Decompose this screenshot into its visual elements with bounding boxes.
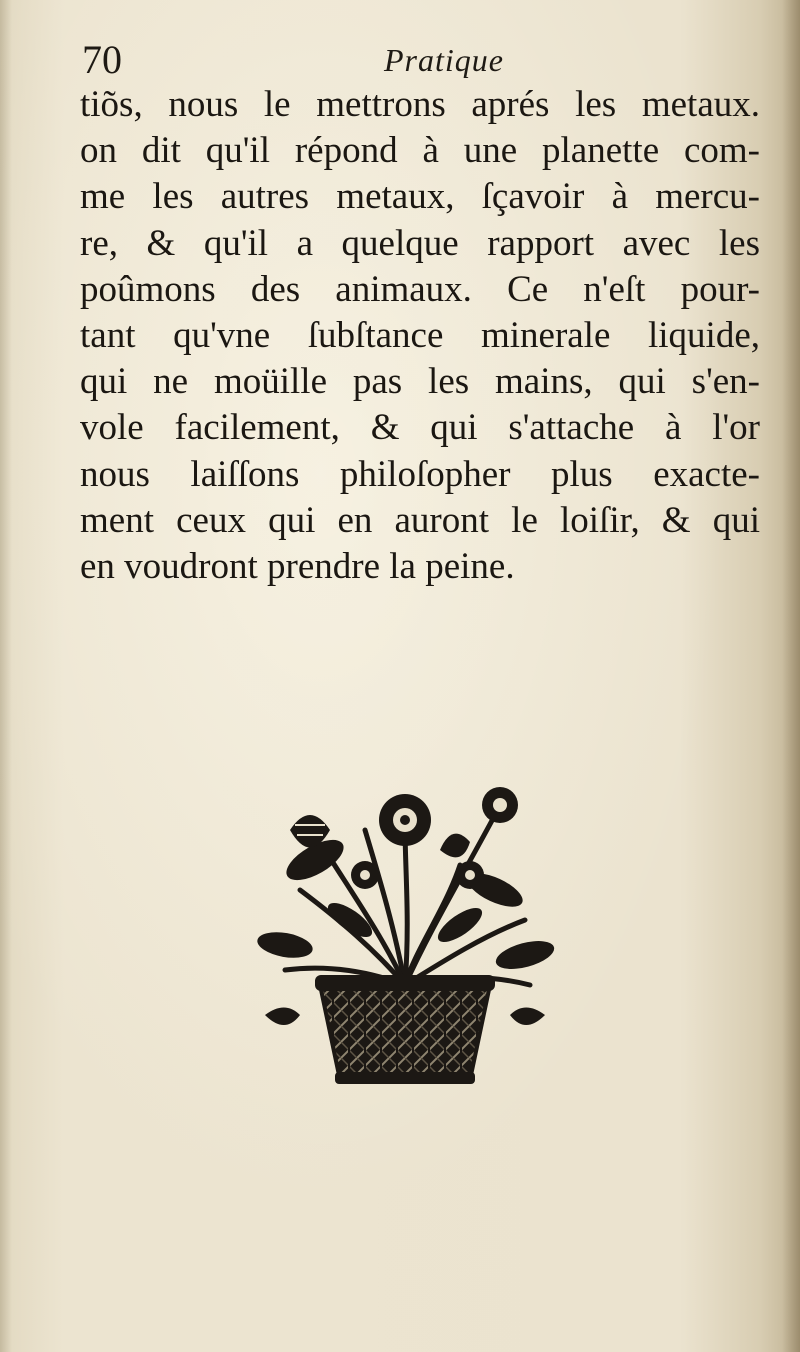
text-line: tant qu'vne ſubſtance minerale liquide, <box>80 314 760 356</box>
text-line: poûmons des animaux. Ce n'eſt pour- <box>80 268 760 310</box>
body-text <box>80 82 760 590</box>
text-line: on dit qu'il répond à une planette com- <box>80 130 760 172</box>
page-number: 70 <box>82 37 122 82</box>
text-line: ment ceux qui en auront le loiſir, & qui <box>80 499 760 541</box>
text-line: me les autres metaux, ſçavoir à mercu- <box>80 176 760 218</box>
text-line: re, & qu'il a quelque rapport avec les <box>80 222 760 264</box>
text-line: qui ne moüille pas les mains, qui s'en- <box>80 361 760 403</box>
page-gutter-shadow <box>0 0 12 1352</box>
text-line-last: en voudront prendre la peine. <box>80 545 515 587</box>
text-line: tiõs, nous le mettrons aprés les metaux. <box>80 84 760 125</box>
flower-basket-woodcut-icon <box>245 770 565 1090</box>
page-header <box>82 36 722 86</box>
running-head: Pratique <box>384 42 504 78</box>
text-line: nous laiſſons philoſopher plus exacte- <box>80 453 760 495</box>
page-edge-shadow <box>782 0 800 1352</box>
text-line: vole facilement, & qui s'attache à l'or <box>80 407 760 449</box>
